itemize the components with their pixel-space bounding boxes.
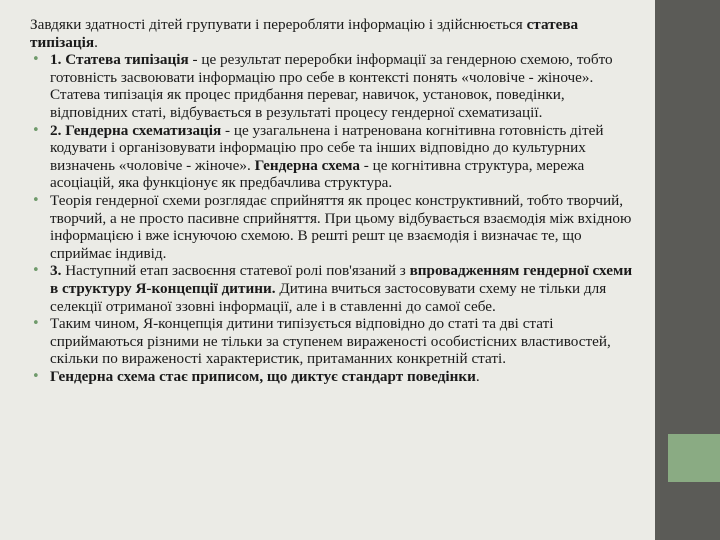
item-bold-2: впровадженням гендерної схеми в структуру Я-концепції дитини. [50, 262, 633, 297]
bullet-list [30, 51, 642, 385]
bullet-icon: • [32, 52, 40, 68]
item-bold: Гендерна схема стає приписом, що диктує стандарт поведінки [50, 367, 476, 385]
item-bold: 3. [50, 262, 62, 280]
item-text: Наступний етап засвоєння статевої ролі пов'язаний з [61, 262, 410, 280]
list-item [30, 368, 642, 386]
item-text: Теорія гендерної схеми розглядає сприйняття як процес конструктивний, тобто творчий, творчий, а не просто пасивне сприйняття. При цьому відбувається взаємодія між вхідною інформацією і вже існуючою схемою. В решті решт це взаємодія і визначає те, що сприймає індивід. [50, 191, 632, 262]
list-item [30, 122, 642, 192]
item-text-2: - це когнітивна структура, мережа асоціацій, яка функціонує як предбачлива структура. [50, 156, 585, 192]
list-item [30, 262, 642, 315]
item-text-2: Дитина вчиться застосовувати схему не тільки для селекції отриманої ззовні інформації, але і в ставленні до самої себе. [50, 279, 607, 315]
list-item [30, 192, 642, 262]
bullet-icon: • [32, 263, 40, 279]
intro-paragraph [30, 16, 642, 51]
item-text: - це результат переробки інформації за гендерною схемою, тобто готовність засвоювати інформацію про себе в контексті понять «чоловіче - жіноче». Статева типізація як процес придбання переваг, навичок, установок, поведінки, відповідних статі, відбувається в результаті процесу гендерної схематизації. [50, 51, 613, 121]
intro-bold: статева типізація [30, 16, 579, 51]
sidebar-accent-block [668, 434, 720, 482]
item-text: - це узагальнена і натренована когнітивна готовність дітей кодувати і організовувати інформацію про себе та інших відповідно до культурних визначень «чоловіче - жіноче». [50, 121, 604, 174]
intro-text: Завдяки здатності дітей групувати і переробляти інформацію і здійснюється [30, 16, 527, 33]
item-text: . [475, 367, 480, 385]
item-bold: 1. Статева типізація [50, 51, 189, 69]
bullet-icon: • [32, 368, 40, 384]
item-text: Таким чином, Я-концепція дитини типізується відповідно до статі та дві статі сприймаються різними не тільки за ступенем вираженості особистісних властивостей, скільки по вираженості характеристик, притаманних конкретній статі. [50, 315, 611, 368]
bullet-icon: • [32, 192, 40, 208]
item-bold: 2. Гендерна схематизація [50, 121, 222, 139]
bullet-icon: • [32, 316, 40, 332]
item-bold-2: Гендерна схема [254, 156, 360, 174]
list-item [30, 51, 642, 121]
bullet-icon: • [32, 122, 40, 138]
slide-text [30, 16, 642, 385]
list-item [30, 315, 642, 368]
intro-end: . [94, 33, 98, 51]
